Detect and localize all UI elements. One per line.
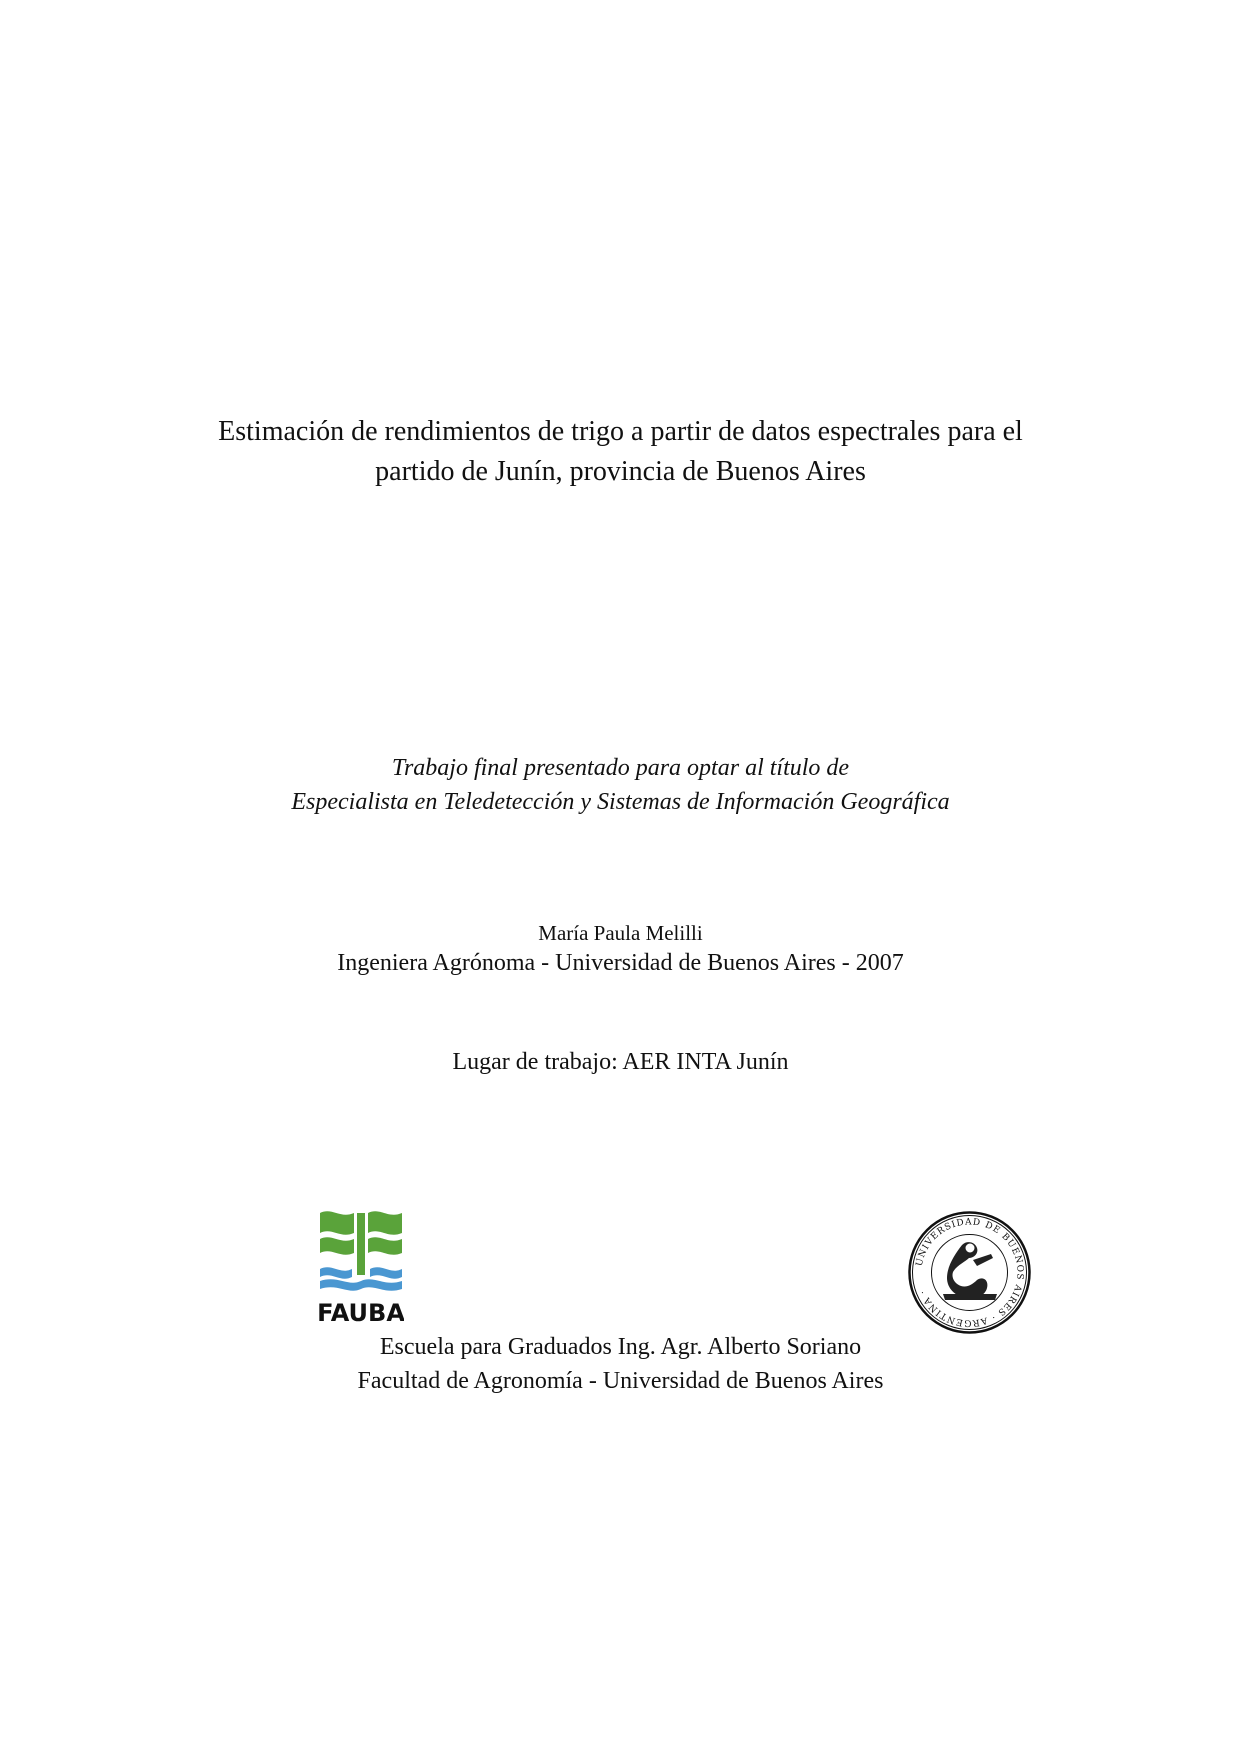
institution-line-2: Facultad de Agronomía - Universidad de Buenos Aires: [357, 1368, 884, 1394]
author-degree: Ingeniera Agrónoma - Universidad de Buenos Aires - 2007: [337, 950, 904, 976]
uba-seal-logo: [907, 1210, 1032, 1335]
svg-text:UNIVERSIDAD DE BUENOS AIRES ·: UNIVERSIDAD DE BUENOS AIRES · ARGENTINA ·: [914, 1217, 1025, 1328]
workplace: Lugar de trabajo: AER INTA Junín: [452, 1049, 789, 1075]
title-line-2: partido de Junín, provincia de Buenos Aires: [375, 456, 866, 487]
institution-line-1: Escuela para Graduados Ing. Agr. Alberto Soriano: [379, 1334, 862, 1360]
svg-text:FAUBA: FAUBA: [318, 1299, 404, 1327]
title-line-1: Estimación de rendimientos de trigo a partir de datos espectrales para el: [218, 416, 1023, 447]
author-name: María Paula Melilli: [538, 921, 703, 945]
fauba-logo: [318, 1209, 404, 1329]
subtitle-line-2: Especialista en Teledetección y Sistemas de Información Geográfica: [291, 789, 950, 815]
subtitle-line-1: Trabajo final presentado para optar al título de: [391, 755, 850, 781]
